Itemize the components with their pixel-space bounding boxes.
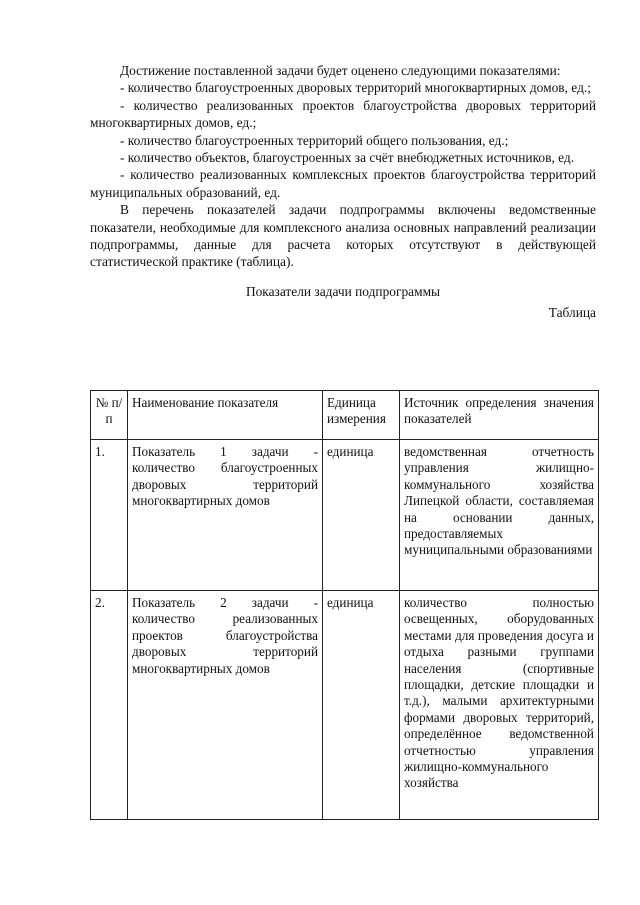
- header-source: Источник определения значения показателей: [400, 391, 599, 440]
- indicator-item-5: - количество реализованных комплексных проектов благоустройства территорий муниципальных образований, ед.: [90, 167, 596, 200]
- indicators-table: [90, 390, 599, 820]
- table-row: [91, 440, 599, 591]
- row-unit: единица: [323, 591, 400, 820]
- indicator-item-1: - количество благоустроенных дворовых территорий многоквартирных домов, ед.;: [120, 80, 591, 96]
- table-label: Таблица: [548, 305, 596, 321]
- table-caption: Показатели задачи подпрограммы: [245, 283, 441, 299]
- document-page: [90, 62, 596, 322]
- indicator-item-3: - количество благоустроенных территорий общего пользования, ед.;: [120, 132, 509, 148]
- indicator-item-4: - количество объектов, благоустроенных за счёт внебюджетных источников, ед.: [120, 150, 575, 166]
- header-name: Наименование показателя: [128, 391, 323, 440]
- intro-paragraph: Достижение поставленной задачи будет оценено следующими показателями:: [120, 63, 561, 78]
- row-source: количество полностью освещенных, оборудованных местами для проведения досуга и отдыха разными группами населения (спортивные площадки, детские площадки и т.д.), малыми архитектурными формами дворовых территорий, определённое ведомственной отчетностью управления жилищно-коммунального хозяйства: [400, 591, 599, 820]
- row-unit: единица: [323, 440, 400, 591]
- header-unit: Единица измерения: [323, 391, 400, 440]
- header-num: № п/п: [91, 391, 128, 440]
- table-row: [91, 591, 599, 820]
- row-name: Показатель 2 задачи - количество реализованных проектов благоустройства дворовых территорий многоквартирных домов: [128, 591, 323, 820]
- indicator-item-2: - количество реализованных проектов благоустройства дворовых территорий многоквартирных домов, ед.;: [90, 97, 596, 131]
- row-source: ведомственная отчетность управления жилищно-коммунального хозяйства Липецкой области, составляемая на основании данных, предоставляемых муниципальными образованиями: [400, 440, 599, 591]
- row-name: Показатель 1 задачи - количество благоустроенных дворовых территорий многоквартирных домов: [128, 440, 323, 591]
- row-num: 2.: [91, 591, 128, 820]
- table-header-row: [91, 391, 599, 440]
- list-description-paragraph: В перечень показателей задачи подпрограммы включены ведомственные показатели, необходимые для комплексного анализа основных направлений реализации подпрограммы, данные для расчета которых отсутствуют в действующей статистической практике (таблица).: [90, 202, 596, 270]
- row-num: 1.: [91, 440, 128, 591]
